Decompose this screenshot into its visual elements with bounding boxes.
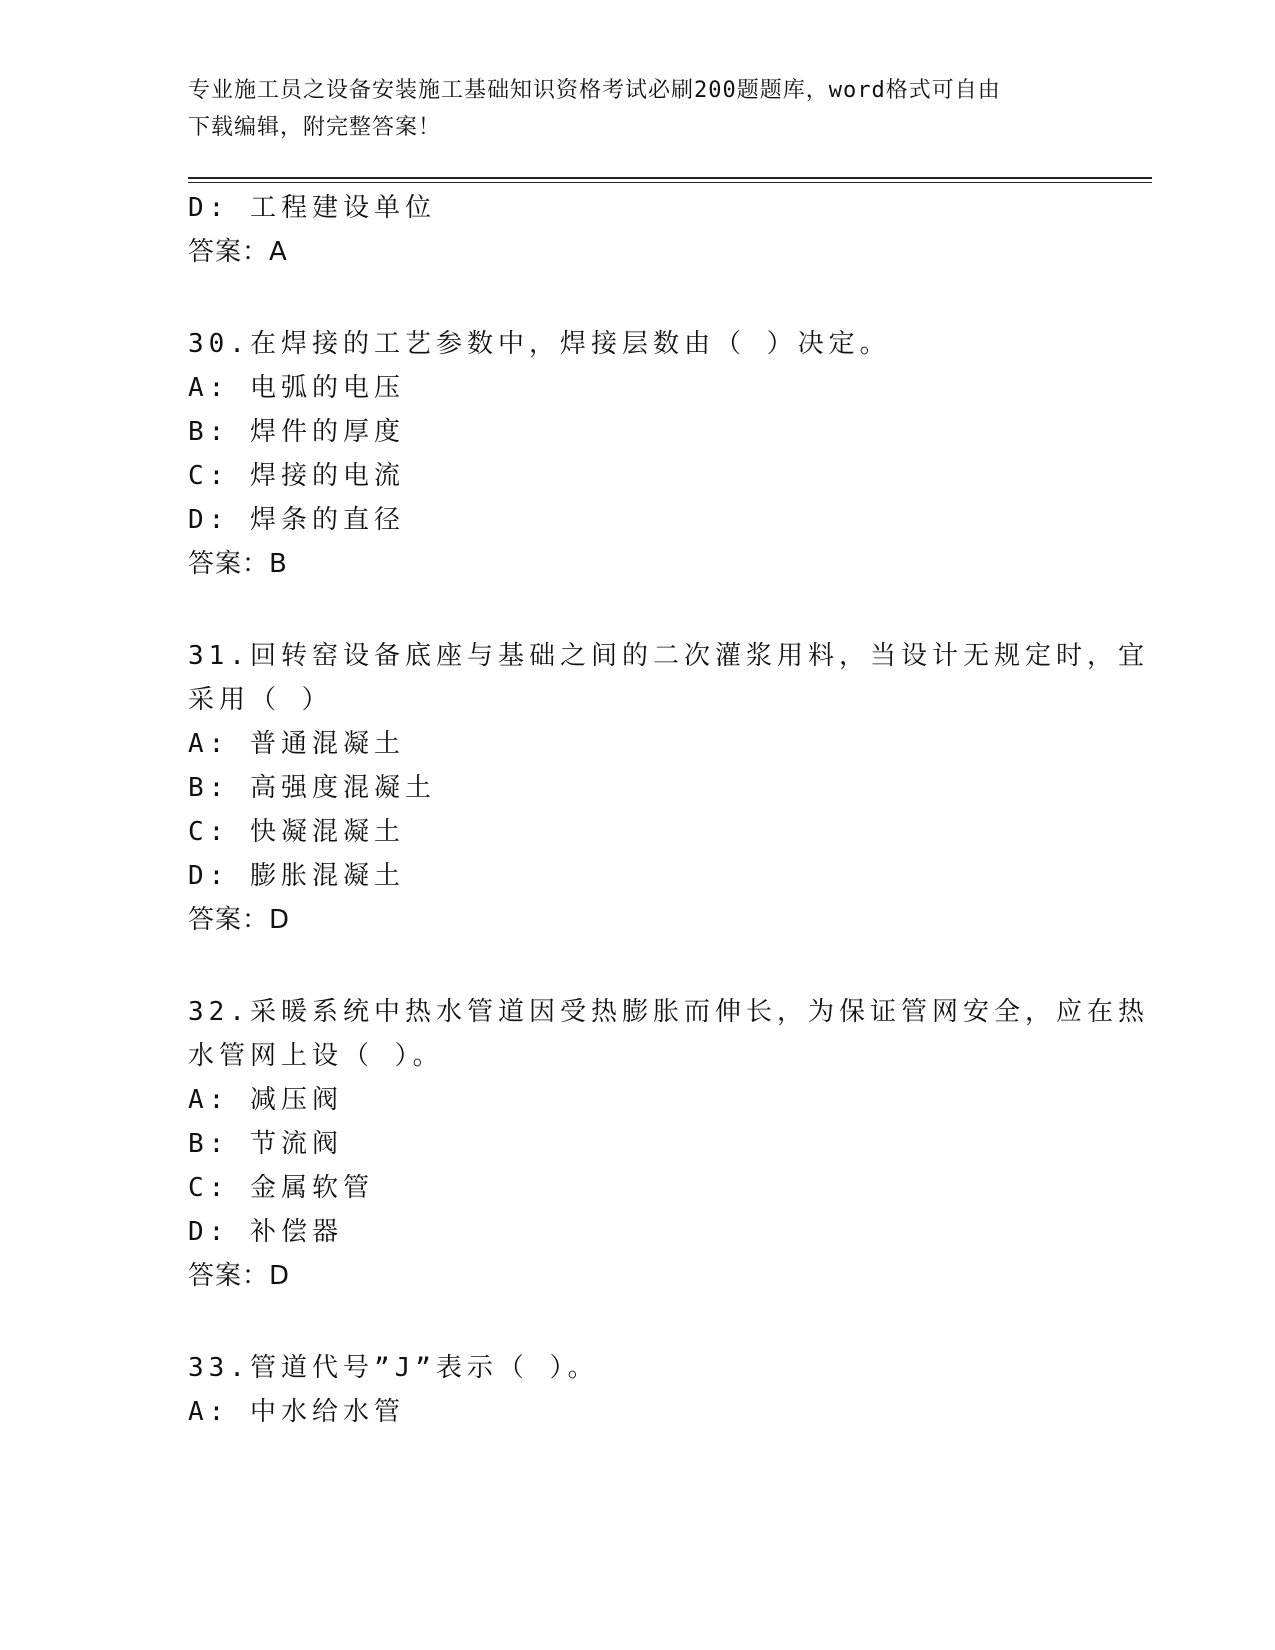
question-32-stem-line-2: 水管网上设（ ）。 bbox=[188, 1041, 444, 1071]
document-header bbox=[188, 72, 1088, 146]
question-31-answer: 答案：D bbox=[188, 905, 291, 935]
question-33-stem: 33.管道代号”J”表示（ ）。 bbox=[188, 1353, 599, 1383]
header-divider-thin bbox=[188, 182, 1152, 183]
prev-answer: 答案：A bbox=[188, 237, 288, 267]
question-31-option-c: C: 快凝混凝土 bbox=[188, 817, 405, 847]
question-31-option-d: D: 膨胀混凝土 bbox=[188, 861, 405, 891]
question-31-option-a: A: 普通混凝土 bbox=[188, 729, 405, 759]
question-31-stem-line-2: 采用（ ） bbox=[188, 685, 333, 715]
question-32-option-d: D: 补偿器 bbox=[188, 1217, 343, 1247]
question-30-option-a: A: 电弧的电压 bbox=[188, 373, 405, 403]
question-30-option-b: B: 焊件的厚度 bbox=[188, 417, 405, 447]
header-divider-thick bbox=[188, 177, 1152, 179]
question-31-stem-line-1: 31.回转窑设备底座与基础之间的二次灌浆用料，当设计无规定时，宜 bbox=[188, 641, 1149, 671]
question-32-option-c: C: 金属软管 bbox=[188, 1173, 374, 1203]
header-title-line-2: 下载编辑，附完整答案！ bbox=[188, 115, 442, 140]
question-31-option-b: B: 高强度混凝土 bbox=[188, 773, 436, 803]
question-30-option-d: D: 焊条的直径 bbox=[188, 505, 405, 535]
question-30-answer: 答案：B bbox=[188, 549, 288, 579]
header-title-line-1: 专业施工员之设备安装施工基础知识资格考试必刷200题题库，word格式可自由 bbox=[188, 78, 1001, 103]
question-32-option-b: B: 节流阀 bbox=[188, 1129, 343, 1159]
question-30-option-c: C: 焊接的电流 bbox=[188, 461, 405, 491]
prev-option-d: D: 工程建设单位 bbox=[188, 193, 436, 223]
question-32-stem-line-1: 32.采暖系统中热水管道因受热膨胀而伸长，为保证管网安全，应在热 bbox=[188, 997, 1149, 1027]
question-32-answer: 答案：D bbox=[188, 1261, 291, 1291]
question-33-option-a: A: 中水给水管 bbox=[188, 1397, 405, 1427]
question-32-option-a: A: 减压阀 bbox=[188, 1085, 343, 1115]
question-30-stem: 30.在焊接的工艺参数中，焊接层数由（ ）决定。 bbox=[188, 329, 891, 359]
